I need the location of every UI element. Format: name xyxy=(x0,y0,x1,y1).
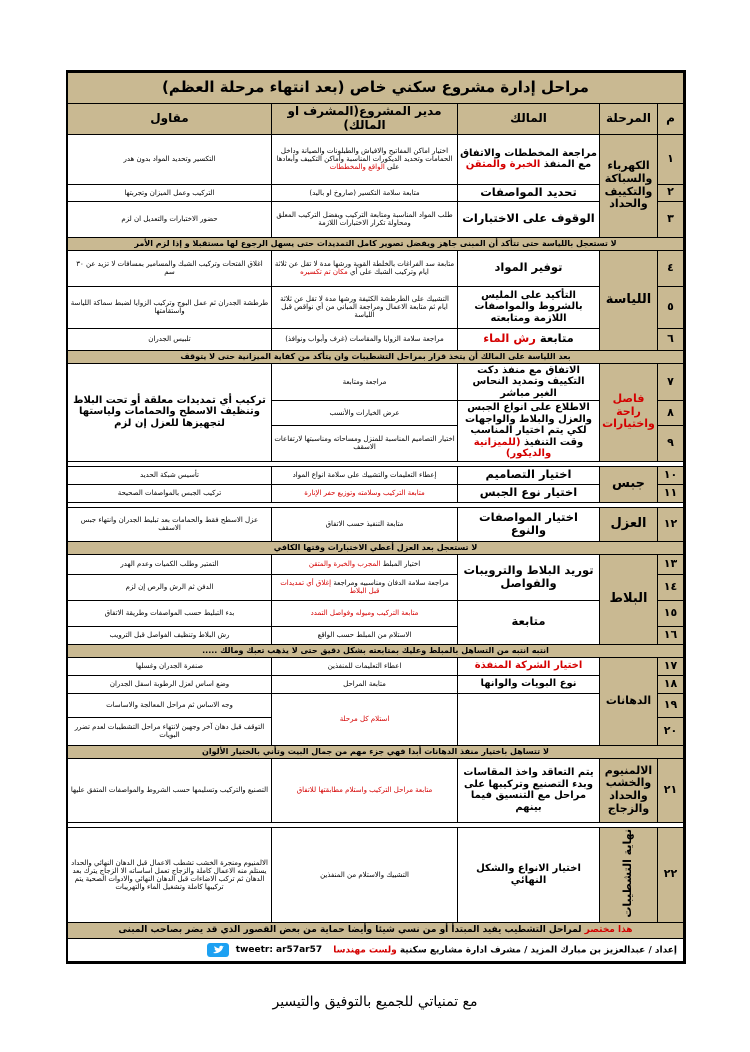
manager-cell: متابعة سلامة التكسير (صاروخ او باليد) xyxy=(272,184,458,201)
contractor-cell: اغلاق الفتحات وتركيب الشبك والمسامير بمسافات لا تزيد عن ٣٠ سم xyxy=(67,250,271,286)
twitter-handle[interactable]: tweetr: ar57ar57 xyxy=(235,945,323,956)
manager-cell: استلام كل مرحلة xyxy=(272,693,458,745)
contractor-cell: طرطشة الجدران ثم عمل البوج وتركيب الزوايا لضبط سماكة اللياسة واستقامتها xyxy=(67,286,271,328)
owner-cell: تحديد المواصفات xyxy=(458,184,600,201)
manager-cell: مراجعة ومتابعة xyxy=(272,363,458,401)
phase-insulation: العزل xyxy=(600,507,658,541)
table-row xyxy=(67,758,683,822)
manager-cell: مراجعة سلامة الزوايا والمقاسات (غرف وأبواب ونوافذ) xyxy=(272,328,458,350)
author-note: ولست مهندسا xyxy=(333,945,397,956)
phase-plaster: اللياسة xyxy=(600,250,658,350)
contractor-cell: عزل الاسطح فقط والحمامات بعد تبليط الجدران وانتهاء جبس الاسقف xyxy=(67,507,271,541)
row-number: ٦ xyxy=(658,328,684,350)
row-number: ٢٠ xyxy=(658,717,684,745)
phase-electric: الكهرباء والسباكة والتكييف والحداد xyxy=(600,134,658,237)
header-owner: المالك xyxy=(458,104,600,135)
owner-cell: توريد البلاط والترويبات والفواصل xyxy=(458,554,600,600)
phase-gypsum: جبس xyxy=(600,466,658,502)
contractor-cell: وضع اساس لعزل الرطوبة اسفل الجدران xyxy=(67,675,271,693)
contractor-cell: وجه الاساس ثم مراحل المعالجة والاساسات xyxy=(67,693,271,717)
owner-cell: الوقوف على الاختبارات xyxy=(458,201,600,237)
table-row xyxy=(67,328,683,350)
manager-cell: متابعة سد الفراغات بالخلطة القوية ورشها مدة لا تقل عن ثلاثة ايام وتركيب الشبك على أي مكان تم تكسيره xyxy=(272,250,458,286)
contractor-cell: رش البلاط وتنظيف الفواصل قبل الترويب xyxy=(67,626,271,644)
header-phase: المرحلة xyxy=(600,104,658,135)
owner-cell: مراجعة المخططات والاتفاق مع المنفذ الخبرة والمتقن xyxy=(458,134,600,184)
manager-cell: التشييك على الطرطشة الكثيفة ورشها مدة لا تقل عن ثلاثة ايام ثم متابعة الاعمال ومراجعة المباني من أي نواقص قبل اللياسة xyxy=(272,286,458,328)
contractor-cell: تركيب الجبس بالمواصفات الصحيحة xyxy=(67,484,271,502)
header-contractor: مقاول xyxy=(67,104,271,135)
manager-cell: إعطاء التعليمات والتشييك على سلامة انواع المواد xyxy=(272,466,458,484)
header-num: م xyxy=(658,104,684,135)
owner-cell: التأكيد على المليس بالشروط والمواصفات اللازمة ومتابعته xyxy=(458,286,600,328)
manager-cell: اختيار المبلط المجرب والخبرة والمتقن xyxy=(272,554,458,574)
row-number: ٢٢ xyxy=(658,827,684,922)
row-number: ٢١ xyxy=(658,758,684,822)
owner-cell: الاتفاق مع منفذ دكت التكييف وتمديد النحاس الغير مباشر xyxy=(458,363,600,401)
page-title: مراحل إدارة مشروع سكني خاص (بعد انتهاء مرحلة العظم) xyxy=(67,73,683,104)
closing-message: مع تمنياتي للجميع بالتوفيق والتيسير xyxy=(272,994,478,1010)
manager-cell: متابعة التنفيذ حسب الاتفاق xyxy=(272,507,458,541)
row-number: ١٦ xyxy=(658,626,684,644)
table-row xyxy=(67,286,683,328)
row-number: ١٥ xyxy=(658,600,684,626)
row-number: ١٢ xyxy=(658,507,684,541)
note-banner: لا تتساهل باختيار منفذ الدهانات أبدا فهي جزء مهم من جمال البيت وتأني بالختيار الألوان xyxy=(67,745,683,758)
manager-cell: متابعة مراحل التركيب واستلام مطابقتها للاتفاق xyxy=(272,758,458,822)
contractor-cell: صنفرة الجدران وغسلها xyxy=(67,657,271,675)
owner-cell: توفير المواد xyxy=(458,250,600,286)
note-banner: انتبه انتبه من التساهل بالمبلط وعليك بمتابعته بشكل دقيق حتى لا يذهب تعبك ومالك ..... xyxy=(67,644,683,657)
table-row xyxy=(67,184,683,201)
manager-cell: متابعة التركيب وسلامته وتوزيع حفر الإنارة xyxy=(272,484,458,502)
contractor-cell: تلبيس الجدران xyxy=(67,328,271,350)
row-number: ٥ xyxy=(658,286,684,328)
manager-cell: الاستلام من المبلط حسب الواقع xyxy=(272,626,458,644)
manager-cell: اختيار التصاميم المناسبة للمنزل ومساحاته ومناسبتها لارتفاعات الاسقف xyxy=(272,425,458,461)
manager-cell: عرض الخيارات والأنسب xyxy=(272,401,458,426)
row-number: ١٨ xyxy=(658,675,684,693)
owner-cell: اختيار المواصفات والنوع xyxy=(458,507,600,541)
manager-cell: اعطاء التعليمات للمنفذين xyxy=(272,657,458,675)
owner-cell: اختيار التصاميم xyxy=(458,466,600,484)
contractor-cell: التمتير وطلب الكميات وعدم الهدر xyxy=(67,554,271,574)
summary-banner: هذا مختصر لمراحل التشطيب يفيد المبتدأ أو من نسي شيئا وأيضا حماية من بعض القصور الذي قد يضر بصاحب المبنى xyxy=(67,922,683,938)
document-sheet xyxy=(66,70,686,964)
phase-aluminum: الالمنيوم والخشب والحداد والزجاج xyxy=(600,758,658,822)
note-banner: لا تستعجل بعد العزل أعطي الاختبارات وقتها الكافي xyxy=(67,541,683,554)
contractor-cell: التركيب وعمل الميزان وتجربتها xyxy=(67,184,271,201)
phase-paint: الدهانات xyxy=(600,657,658,745)
twitter-icon xyxy=(207,943,229,957)
table-row xyxy=(67,827,683,922)
row-number: ١٠ xyxy=(658,466,684,484)
contractor-cell: تركيب أي تمديدات معلقة أو تحت البلاط وتنظيف الاسطح والحمامات ولياستها لتجهيزها للعزل إن لزم xyxy=(67,363,271,461)
owner-cell: الاطلاع على انواع الجبس والعزل والبلاط والواجهات لكي يتم اختيار المناسب وقت التنفيذ (للميزانية والديكور) xyxy=(458,401,600,462)
header-row xyxy=(67,104,683,135)
table-row xyxy=(67,466,683,484)
row-number: ١١ xyxy=(658,484,684,502)
table-row xyxy=(67,201,683,237)
table-row xyxy=(67,250,683,286)
row-number: ١٩ xyxy=(658,693,684,717)
table-row xyxy=(67,363,683,401)
row-number: ٤ xyxy=(658,250,684,286)
row-number: ٧ xyxy=(658,363,684,401)
note-banner: لا تستعجل باللياسة حتى تتأكد أن المبنى جاهز ويفضل تصوير كامل التمديدات حتى يسهل الرجوع لها مستقبلا و إذا لزم الأمر xyxy=(67,237,683,250)
owner-cell: نوع البويات والوانها xyxy=(458,675,600,693)
phase-tiles: البلاط xyxy=(600,554,658,644)
table-row xyxy=(67,657,683,675)
table-row xyxy=(67,693,683,717)
phase-break: فاصل راحة واختيارات xyxy=(600,363,658,461)
contractor-cell: التكسير وتحديد المواد بدون هدر xyxy=(67,134,271,184)
contractor-cell: الالمنيوم ومنجرة الخشب تشطب الاعمال قبل الدهان النهائي والحداد يستلم منه الاعمال كاملة والزجاج تعمل اساساته الا الزجاج يترك بعد الدهان ثم تركب الاضاءات قبل الدهان النهائي والادوات الصحية يتم تركيبها كاملة وتشغيل الماء والتهريبات xyxy=(67,827,271,922)
owner-cell xyxy=(458,693,600,745)
manager-cell: متابعة المراحل xyxy=(272,675,458,693)
manager-cell: متابعة التركيب وميوله وفواصل التمدد xyxy=(272,600,458,626)
author-line xyxy=(67,938,683,961)
table-row xyxy=(67,675,683,693)
owner-cell: متابعة xyxy=(458,600,600,644)
row-number: ١ xyxy=(658,134,684,184)
owner-cell: اختيار نوع الجبس xyxy=(458,484,600,502)
contractor-cell: الدفن ثم الرش والرص إن لزم xyxy=(67,574,271,600)
manager-cell: التشييك والاستلام من المنفذين xyxy=(272,827,458,922)
table-row xyxy=(67,484,683,502)
manager-cell: اختيار اماكن المفاتيح والافياش والطبلونات والصيانة وداخل الحمامات وتحديد الديكورات المناسبة وأماكن التكييف وأبعادها على الواقع والمخططات xyxy=(272,134,458,184)
author-text: إعداد / عبدالعزيز بن مبارك المزيد / مشرف ادارة مشاريع سكنية xyxy=(399,945,677,956)
phase-finishing: نهاية التشطيبات xyxy=(600,827,658,922)
row-number: ١٧ xyxy=(658,657,684,675)
row-number: ٨ xyxy=(658,401,684,426)
header-manager: مدير المشروع(المشرف او المالك) xyxy=(272,104,458,135)
table-row xyxy=(67,134,683,184)
row-number: ٢ xyxy=(658,184,684,201)
contractor-cell: تأسيس شبكة الحديد xyxy=(67,466,271,484)
owner-cell: يتم التعاقد واخذ المقاسات وبدء التصنيع وتركيبها على مراحل مع التنسيق فيما بينهم xyxy=(458,758,600,822)
table-row xyxy=(67,507,683,541)
owner-cell: اختيار الانواع والشكل النهائي xyxy=(458,827,600,922)
table-row xyxy=(67,554,683,574)
note-banner: بعد اللياسة على المالك أن يتخذ قرار بمراحل التشطيبات وان يتأكد من كفاية الميزانية حتى لا يتوقف xyxy=(67,350,683,363)
contractor-cell: التوقف قبل دهان آخر وجهين لانتهاء مراحل التشطيبات لعدم تضرر البويات xyxy=(67,717,271,745)
row-number: ١٣ xyxy=(658,554,684,574)
contractor-cell: بدء التبليط حسب المواصفات وطريقة الاتفاق xyxy=(67,600,271,626)
row-number: ٩ xyxy=(658,425,684,461)
row-number: ١٤ xyxy=(658,574,684,600)
owner-cell: اختيار الشركة المنفذة xyxy=(458,657,600,675)
manager-cell: طلب المواد المناسبة ومتابعة التركيب ويفضل التركيب المعلق ومحاولة تكرار الاختبارات اللازمة xyxy=(272,201,458,237)
table-row xyxy=(67,600,683,626)
stages-table xyxy=(67,72,684,962)
contractor-cell: حضور الاختبارات والتعديل ان لزم xyxy=(67,201,271,237)
owner-cell: متابعة رش الماء xyxy=(458,328,600,350)
manager-cell: مراجعة سلامة الدفان ومناسبيه ومراجعة إغلاق أي تمديدات قبل البلاط xyxy=(272,574,458,600)
contractor-cell: التصنيع والتركيب وتسليمها حسب الشروط والمواصفات المتفق عليها xyxy=(67,758,271,822)
row-number: ٣ xyxy=(658,201,684,237)
